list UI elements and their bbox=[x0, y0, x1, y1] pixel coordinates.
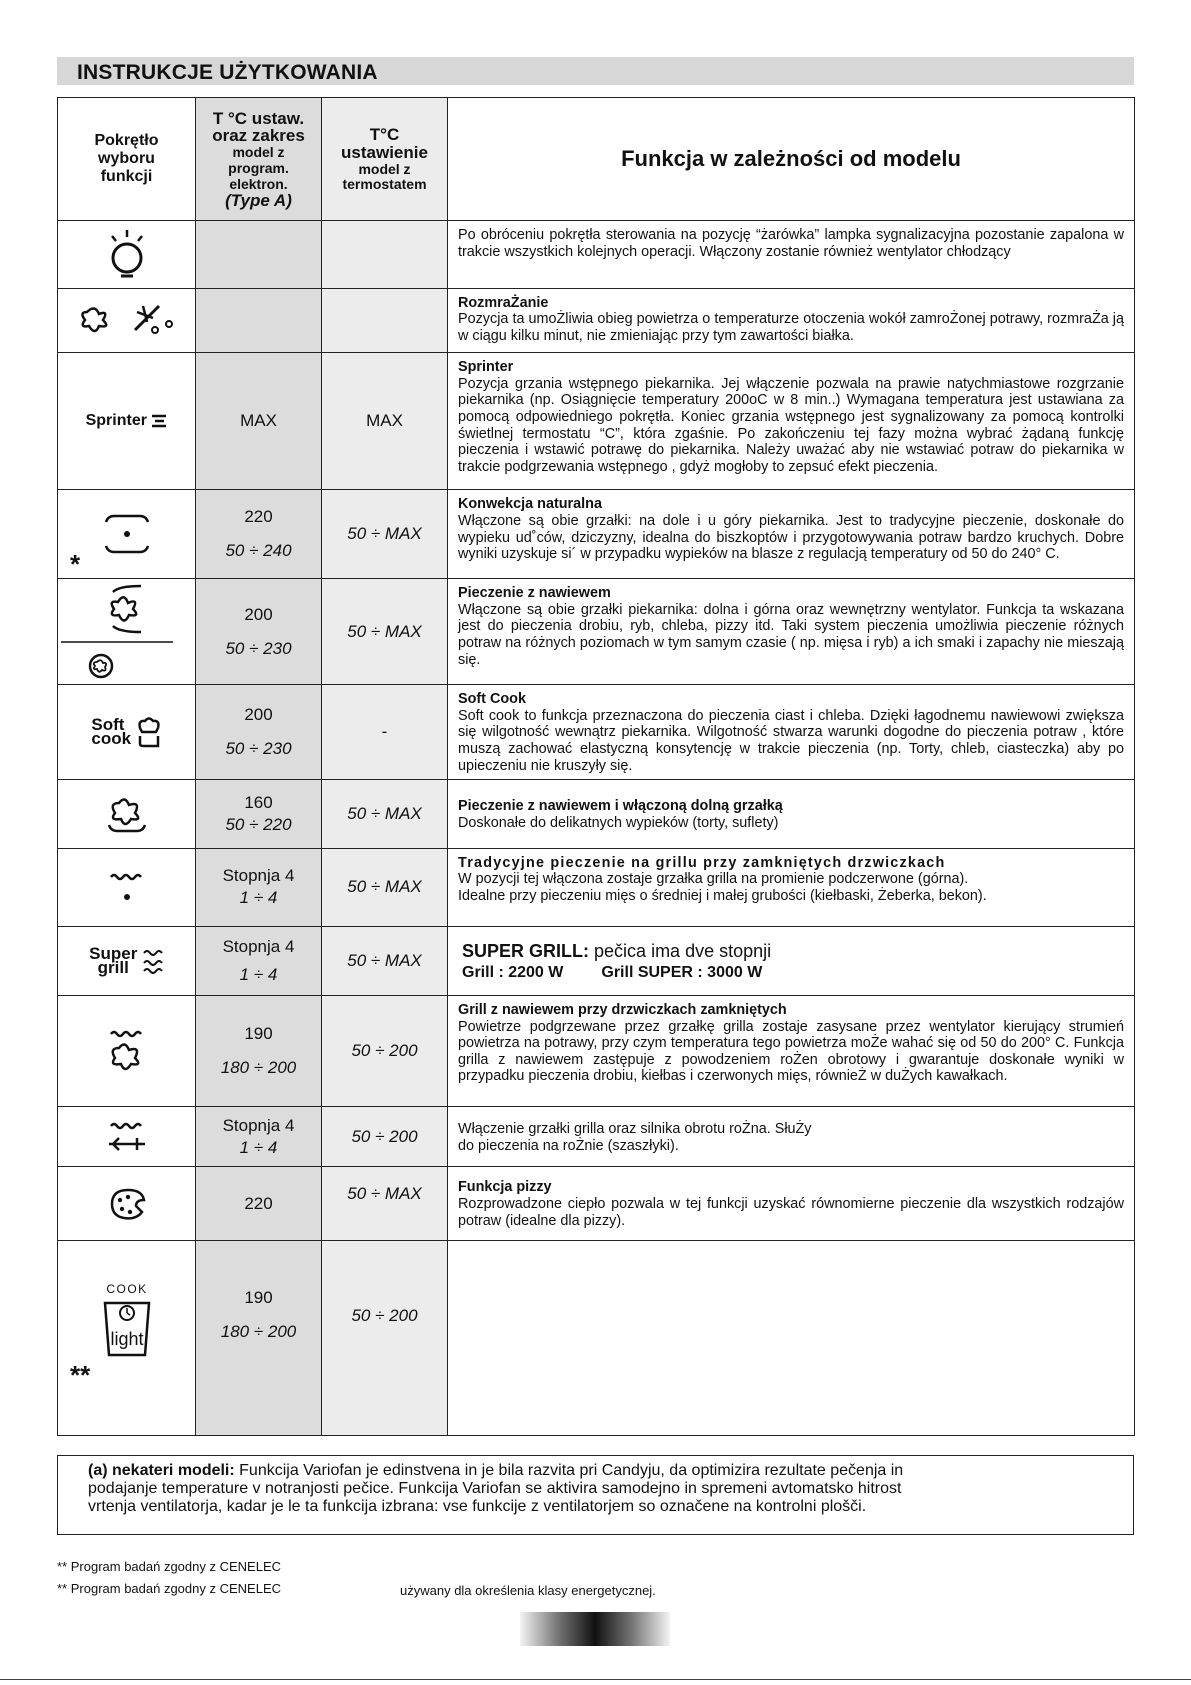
icon-cell bbox=[58, 288, 196, 353]
icon-cell bbox=[58, 1167, 196, 1241]
defrost-icon bbox=[77, 300, 177, 340]
thermostat-cell bbox=[322, 1106, 448, 1167]
description-text: Pozycja grzania wstępnego piekarnika. Jej włączenie pozwala na prawie natychmiastowe rozgrzanie piekarnika (np. Osiągnięcie temperatury 200oC w 8 min..) Wymagana temperatura jest ustawiana za pomocą odpowiedniego pokrętła. Koniec grzania wstępnego jest sygnalizowany za pomocą kontrolki świetlnej termostatu “C”, która zgaśnie. Po zakończeniu tej fazy można wybrać żądaną funkcję pieczenia i wstawić potrawę do piekarnika. Należy uważać aby nie wstawiać potraw do piekarnika w trakcie podgrzewania wstępnego , gdyż mogłoby to zepsuć efekt pieczenia. bbox=[458, 375, 1124, 475]
description-title: Sprinter bbox=[458, 359, 514, 376]
electronic-cell bbox=[196, 288, 322, 353]
thermostat-value: MAX bbox=[366, 411, 403, 431]
svg-text:light: light bbox=[109, 1329, 144, 1350]
footnote-2: ** Program badań zgodny z CENELEC bbox=[57, 1581, 282, 1596]
thermostat-cell bbox=[322, 579, 448, 685]
description-title: Pieczenie z nawiewem bbox=[458, 585, 611, 602]
thermostat-value: 50 ÷ MAX bbox=[347, 524, 422, 544]
electronic-range: 1 ÷ 4 bbox=[239, 888, 278, 908]
rotisserie-icon bbox=[105, 1120, 149, 1154]
description-text: Włączone są obie grzałki piekarnika: dolna i górna oraz wewnętrzny wentylator. Funkcja ta wskazana jest do pieczenia drobiu, ryb, chleba, pizzy itd. Taki system pieczenia umożliwia pieczenie różnych potraw na różnych poziomach w tym samym czasie ( np. mięsa i ryb) a ich smaki i zapachy nie mieszają się. bbox=[458, 601, 1124, 668]
description-text: Soft cook to funkcja przeznaczona do pieczenia ciast i chleba. Dzięki łagodnemu nawiewowi zwiększa się wilgotność wewnątrz piekarnika. Wilgotność stwarza warunki dogodne do pieczenia potraw , które muszą zachować elastyczną konsytencję w trakcie pieczenia (np. Torty, chleb, ciasteczka) aby po upieczeniu nie kruszyły się. bbox=[458, 707, 1124, 774]
sprinter-label: Sprinter bbox=[85, 412, 147, 430]
description-text: Włączone są obie grzałki: na dole i u góry piekarnika. Jest to tradycyjne pieczenie, doskonałe do wypieku ud˚ców, dziczyzny, idealna do biszkoptów i przygotowywania potraw bardzo kruchych. Dobre wyniki uzyskuje si´ w przypadku wypieków na blasze z regulacją temperatury od 50 do 240° C. bbox=[458, 513, 1124, 563]
electronic-cell bbox=[196, 579, 322, 685]
super-grill-subtitle: pečica ima dve stopnji bbox=[594, 940, 772, 961]
header-knob-line3: funkcji bbox=[100, 168, 153, 186]
header-thermostat bbox=[322, 98, 448, 221]
thermostat-value: 50 ÷ 200 bbox=[351, 1306, 418, 1326]
super-grill-label-line1: Super bbox=[89, 944, 138, 964]
table-row bbox=[58, 353, 1135, 490]
header-electronic bbox=[196, 98, 322, 221]
thermostat-cell bbox=[322, 780, 448, 849]
description-cell bbox=[448, 1167, 1135, 1241]
electronic-value: 220 bbox=[244, 1193, 273, 1213]
description-cell bbox=[448, 1106, 1135, 1167]
description-text: Po obróceniu pokrętła sterowania na pozycję “żarówka” lampka sygnalizacyjna pozostanie zapalona w trakcie wszystkich kolejnych operacji. Włączony zostanie również wentylator chłodzący bbox=[458, 227, 1124, 260]
table-row bbox=[58, 685, 1135, 780]
electronic-cell bbox=[196, 780, 322, 849]
description-title: Pieczenie z nawiewem i włączoną dolną grzałką bbox=[458, 798, 783, 815]
header-function: Funkcja w zależności od modelu bbox=[448, 98, 1135, 221]
electronic-cell bbox=[196, 848, 322, 927]
description-title: Funkcja pizzy bbox=[458, 1179, 552, 1196]
thermostat-cell bbox=[322, 927, 448, 996]
soft-cook-label bbox=[91, 715, 132, 749]
description-text: Rozprowadzone ciepło pozwala w tej funkcji uzyskać równomierne pieczenie dla wszystkich rodzajów potraw (idealne dla pizzy). bbox=[458, 1196, 1124, 1229]
header-thermostat-line4: termostatem bbox=[342, 176, 427, 193]
header-thermostat-line2: ustawienie bbox=[341, 143, 428, 163]
thermostat-cell bbox=[322, 221, 448, 289]
electronic-range: 50 ÷ 220 bbox=[225, 814, 292, 834]
description-text: Pozycja ta umoŻliwia obieg powietrza o temperaturze otoczenia wokół zamroŻonej potrawy, rozmraŻa ją w ciągu kilku minut, nie zmieniając przy tym zawartości białka. bbox=[458, 311, 1124, 344]
icon-cell bbox=[58, 579, 196, 685]
electronic-range: 50 ÷ 230 bbox=[225, 638, 292, 658]
header-electronic-line3: model z bbox=[232, 143, 285, 160]
electronic-cell bbox=[196, 995, 322, 1106]
electronic-value: Stopnja 4 bbox=[222, 1115, 295, 1135]
icon-cell bbox=[58, 995, 196, 1106]
description-cell bbox=[448, 995, 1135, 1106]
sprinter-icon bbox=[151, 414, 167, 428]
super-grill-label bbox=[89, 944, 138, 978]
grill-super-power: Grill SUPER : 3000 W bbox=[601, 964, 763, 982]
table-row bbox=[58, 288, 1135, 353]
thermostat-cell bbox=[322, 490, 448, 579]
description-title: Soft Cook bbox=[458, 691, 526, 708]
header-thermostat-line1: T°C bbox=[369, 125, 400, 145]
bottom-rule bbox=[0, 1679, 1191, 1680]
icon-cell bbox=[58, 848, 196, 927]
table-header-row bbox=[58, 98, 1135, 221]
thermostat-cell bbox=[322, 353, 448, 490]
fan-bottom-icon bbox=[105, 793, 149, 835]
electronic-range: 50 ÷ 240 bbox=[225, 541, 292, 561]
footnote-3: używany dla określenia klasy energetycznej. bbox=[400, 1583, 656, 1598]
icon-cell bbox=[58, 927, 196, 996]
footnote-star: * bbox=[70, 549, 81, 580]
grill-power: Grill : 2200 W bbox=[462, 964, 564, 982]
electronic-cell bbox=[196, 1241, 322, 1436]
note-text: Funkcija Variofan je edinstvena in je bila razvita pri Candyju, da optimizira rezultate pečenja in podajanje temperature v notranjosti pečice. Funkcija Variofan se aktivira samodejno in spremeni avtomatsko hitrost vrtenja ventilatorja, kadar je le ta funkcija izbrana: vse funkcije z ventilatorjem so označene na kontrolni plošči. bbox=[88, 1462, 904, 1515]
thermostat-cell bbox=[322, 1167, 448, 1241]
icon-cell bbox=[58, 685, 196, 780]
electronic-value: Stopnja 4 bbox=[222, 937, 295, 957]
footnote-star: ** bbox=[70, 1360, 91, 1390]
icon-cell bbox=[58, 353, 196, 490]
icon-cell bbox=[58, 1106, 196, 1167]
electronic-cell bbox=[196, 685, 322, 780]
grill-icon bbox=[107, 869, 147, 905]
thermostat-value: 50 ÷ MAX bbox=[347, 621, 422, 641]
description-title: RozmraŻanie bbox=[458, 294, 549, 311]
thermostat-cell bbox=[322, 1241, 448, 1436]
function-table bbox=[57, 97, 1135, 1436]
fan-grill-icon bbox=[105, 1026, 149, 1076]
thermostat-value: 50 ÷ 200 bbox=[351, 1040, 418, 1060]
soft-cook-icon bbox=[136, 716, 162, 748]
electronic-range: 180 ÷ 200 bbox=[220, 1057, 297, 1077]
table-row bbox=[58, 780, 1135, 849]
table-row bbox=[58, 1167, 1135, 1241]
table-row bbox=[58, 1241, 1135, 1436]
description-cell bbox=[448, 848, 1135, 927]
electronic-range: 50 ÷ 230 bbox=[225, 739, 292, 759]
description-cell bbox=[448, 490, 1135, 579]
description-cell bbox=[448, 685, 1135, 780]
header-knob-line2: wyboru bbox=[98, 150, 155, 168]
variofan-note bbox=[57, 1455, 1134, 1535]
thermostat-value: - bbox=[381, 722, 388, 742]
table-row bbox=[58, 848, 1135, 927]
electronic-range: 1 ÷ 4 bbox=[239, 1137, 278, 1157]
thermostat-value: 50 ÷ MAX bbox=[347, 951, 422, 971]
electronic-cell bbox=[196, 1106, 322, 1167]
cook-light-icon bbox=[97, 1281, 157, 1361]
description-text: Doskonałe do delikatnych wypieków (torty, suflety) bbox=[458, 814, 779, 831]
conventional-icon bbox=[102, 512, 152, 556]
description-cell bbox=[448, 927, 1135, 996]
header-knob-line1: Pokrętło bbox=[94, 132, 159, 150]
electronic-value: 190 bbox=[244, 1023, 273, 1043]
description-cell bbox=[448, 288, 1135, 353]
header-electronic-line1: T °C ustaw. bbox=[212, 108, 305, 128]
soft-cook-label-line1: Soft bbox=[91, 715, 125, 735]
table-row bbox=[58, 995, 1135, 1106]
footnote-1: ** Program badań zgodny z CENELEC bbox=[57, 1559, 282, 1574]
thermostat-cell bbox=[322, 995, 448, 1106]
description-text: Włączenie grzałki grilla oraz silnika obrotu roŻna. SłuŻy do pieczenia na roŻnie (szaszłyki). bbox=[458, 1121, 812, 1154]
note-label: (a) nekateri modeli: bbox=[88, 1462, 235, 1479]
header-thermostat-line3: model z bbox=[358, 161, 411, 178]
electronic-cell bbox=[196, 490, 322, 579]
description-cell bbox=[448, 353, 1135, 490]
thermostat-cell bbox=[322, 848, 448, 927]
thermostat-value: 50 ÷ MAX bbox=[347, 1184, 422, 1204]
electronic-cell bbox=[196, 1167, 322, 1241]
super-grill-label-line2: grill bbox=[97, 958, 129, 978]
electronic-value: 200 bbox=[244, 705, 273, 725]
icon-cell bbox=[58, 1241, 196, 1436]
description-cell bbox=[448, 579, 1135, 685]
electronic-cell bbox=[196, 221, 322, 289]
description-text: W pozycji tej włączona zostaje grzałka grilla na promienie podczerwone (górna). Idealne przy pieczeniu mięs o średniej i małej grubości (kiełbaski, Żeberka, bekon). bbox=[458, 871, 987, 904]
description-text: Powietrze podgrzewane przez grzałkę grilla zostaje zasysane przez wentylator kierujący strumień powietrza na potrawy, przy czym temperatura tego powietrza moŻe wahać się od 50 do 200° C. Funkcja grilla z nawiewem zastępuje z powodzeniem roŻen obrotowy i gwarantuje doskonałe wyniki w przypadku pieczenia drobiu, kiełbas i czerwonych mięs, równieŻ w duŻych kawałkach. bbox=[458, 1018, 1124, 1085]
electronic-value: MAX bbox=[240, 411, 277, 431]
super-grill-icon bbox=[142, 947, 164, 975]
electronic-range: 180 ÷ 200 bbox=[220, 1322, 297, 1342]
pizza-icon bbox=[106, 1186, 148, 1222]
table-row bbox=[58, 490, 1135, 579]
description-cell bbox=[448, 1241, 1135, 1436]
table-row bbox=[58, 1106, 1135, 1167]
header-electronic-line2: oraz zakres bbox=[212, 125, 305, 145]
description-title: Konwekcja naturalna bbox=[458, 496, 602, 513]
thermostat-value: 50 ÷ MAX bbox=[347, 803, 422, 823]
table-row bbox=[58, 927, 1135, 996]
header-knob bbox=[58, 98, 196, 221]
electronic-value: 190 bbox=[244, 1288, 273, 1308]
icon-cell bbox=[58, 490, 196, 579]
electronic-cell bbox=[196, 353, 322, 490]
electronic-value: 160 bbox=[244, 792, 273, 812]
table-row bbox=[58, 221, 1135, 289]
page-marker bbox=[520, 1612, 670, 1646]
description-title: Tradycyjne pieczenie na grillu przy zamkniętych drzwiczkach bbox=[458, 854, 946, 871]
super-grill-heading bbox=[462, 940, 1124, 961]
super-grill-powers bbox=[462, 965, 1124, 982]
thermostat-cell bbox=[322, 685, 448, 780]
electronic-cell bbox=[196, 927, 322, 996]
header-electronic-line4: program. bbox=[228, 159, 289, 176]
thermostat-cell bbox=[322, 288, 448, 353]
electronic-value: 220 bbox=[244, 507, 273, 527]
description-cell bbox=[448, 221, 1135, 289]
super-grill-title: SUPER GRILL: bbox=[462, 940, 590, 961]
svg-text:COOK: COOK bbox=[105, 1282, 148, 1297]
description-title: Grill z nawiewem przy drzwiczkach zamkniętych bbox=[458, 1001, 787, 1018]
electronic-range: 1 ÷ 4 bbox=[239, 965, 278, 985]
header-bar bbox=[57, 57, 1134, 85]
soft-cook-label-line2: cook bbox=[91, 729, 132, 749]
electronic-value: Stopnja 4 bbox=[222, 866, 295, 886]
fan-bake-icon bbox=[61, 582, 193, 682]
thermostat-value: 50 ÷ MAX bbox=[347, 877, 422, 897]
lamp-icon bbox=[104, 228, 150, 280]
header-electronic-line5: elektron. bbox=[229, 175, 288, 192]
icon-cell bbox=[58, 780, 196, 849]
thermostat-value: 50 ÷ 200 bbox=[351, 1126, 418, 1146]
icon-cell bbox=[58, 221, 196, 289]
page-title: INSTRUKCJE UŻYTKOWANIA bbox=[77, 61, 378, 84]
table-row bbox=[58, 579, 1135, 685]
description-cell bbox=[448, 780, 1135, 849]
header-electronic-type: (Type A) bbox=[225, 190, 292, 210]
electronic-value: 200 bbox=[244, 604, 273, 624]
